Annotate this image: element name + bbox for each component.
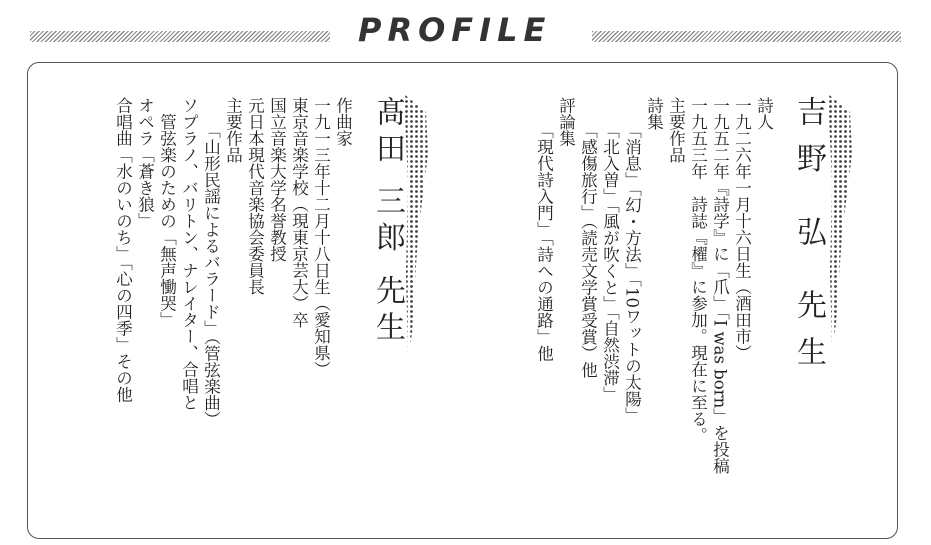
composer-line: ソプラノ、バリトン、ナレイター、合唱と [179, 97, 199, 411]
poet-line: 主要作品 [666, 97, 686, 163]
poet-line: 「現代詩入門」「詩への通路」他 [534, 122, 554, 362]
poet-line: 「北入曽」「風が吹くと」「自然渋滞」 [600, 122, 620, 403]
composer-line: 国立音楽大学名誉教授 [267, 97, 287, 262]
poet-line: 一九五三年 詩誌『櫂』に参加。現在に至る。 [688, 97, 708, 444]
poet-line: 詩集 [644, 97, 664, 130]
composer-line: オペラ「蒼き狼」 [135, 97, 155, 229]
poet-name: 吉野 弘 先生 [791, 96, 826, 366]
dot-ornament-yoshino [828, 94, 854, 348]
poet-line: 一九五二年『詩学』に「爪」「I was born」を投稿 [710, 97, 730, 475]
poet-line: 「消息」「幻・方法」「10ワットの太陽」 [622, 122, 642, 424]
page-title: PROFILE [358, 11, 552, 49]
poet-line: 一九二六年一月十六日生（酒田市） [732, 97, 752, 361]
composer-line: 一九一三年十二月十八日生（愛知県） [311, 97, 331, 378]
composer-line: 管弦楽のための「無声慟哭」 [157, 97, 177, 328]
composer-line: 元日本現代音楽協会委員長 [245, 97, 265, 295]
poet-line: 評論集 [556, 97, 576, 147]
header-rule-right [592, 31, 901, 42]
poet-line: 詩人 [754, 97, 774, 130]
composer-line: 合唱曲「水のいのち」「心の四季」その他 [113, 97, 133, 403]
composer-line: 主要作品 [223, 97, 243, 163]
composer-name: 髙田 三郎 先生 [370, 96, 405, 341]
poet-line: 「感傷旅行」（読売文学賞受賞）他 [578, 122, 598, 378]
header-rule-left [30, 31, 330, 42]
dot-ornament-takada [404, 94, 430, 354]
composer-line: 「山形民謡によるバラード」（管弦楽曲） [201, 122, 221, 428]
composer-line: 東京音楽学校（現東京芸大）卒 [289, 97, 309, 328]
composer-line: 作曲家 [333, 97, 353, 147]
